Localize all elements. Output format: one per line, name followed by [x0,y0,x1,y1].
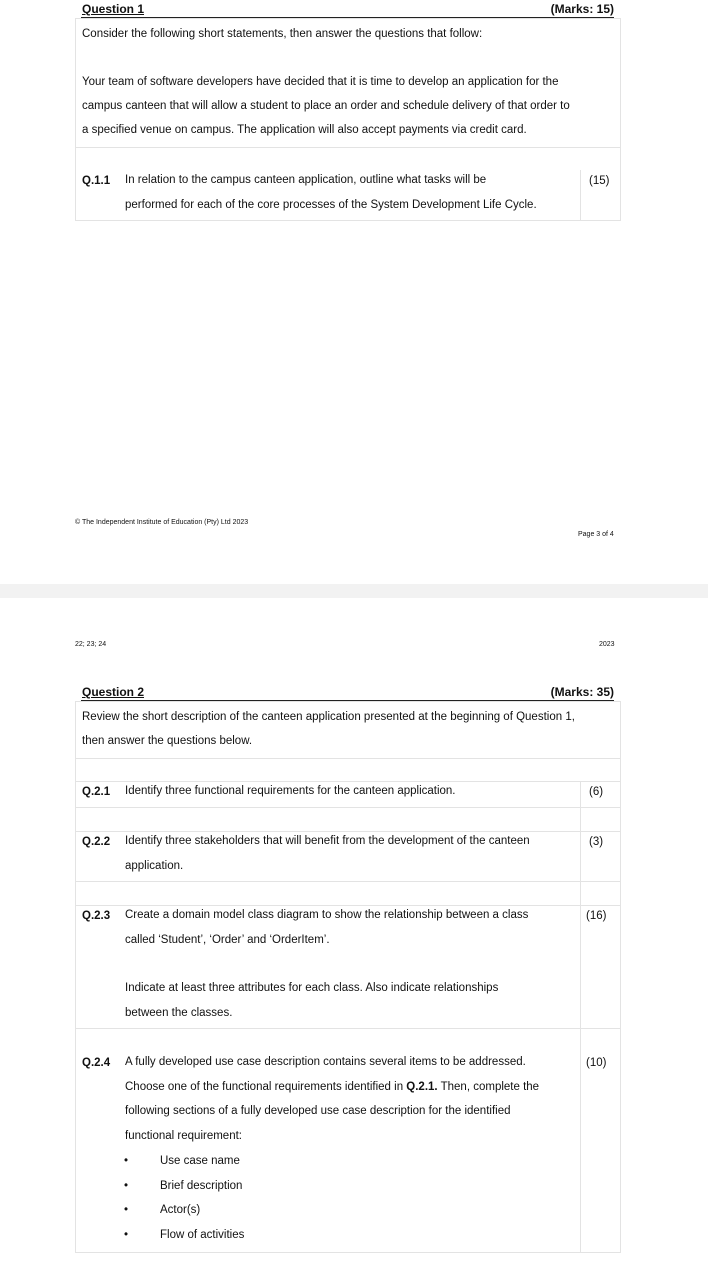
q21-marks: (6) [589,786,604,798]
header-right: 2023 [599,641,615,648]
question-2-header [81,685,614,701]
bullet-icon: • [124,1180,129,1192]
scenario-line-2: campus canteen that will allow a student to place an order and schedule delivery of that order to [82,100,570,112]
question-1-header [81,2,614,18]
q22-line-1: Identify three stakeholders that will benefit from the development of the canteen [125,835,530,847]
q24-ref: Q.2.1. [406,1080,438,1093]
question-2-title: Question 2 [82,685,145,699]
scenario-line-1: Your team of software developers have decided that it is time to develop an application for the [82,76,559,88]
question-1-title: Question 1 [82,2,145,16]
question-1-intro: Consider the following short statements, then answer the questions that follow: [82,28,483,40]
header-left: 22; 23; 24 [75,641,107,648]
q23-marks: (16) [586,910,607,922]
q11-marks: (15) [589,175,610,187]
footer-page-number: Page 3 of 4 [578,531,614,538]
q22-text [125,829,580,878]
q11-line-2: performed for each of the core processes of the System Development Life Cycle. [125,198,537,211]
q24-line-2: Choose one of the functional requirements identified in Q.2.1. Then, complete the [125,1080,540,1093]
q22-marks: (3) [589,836,604,848]
question-2-intro-line-1: Review the short description of the canteen application presented at the beginning of Question 1, [82,711,575,723]
q23-text [125,903,580,1025]
q11-line-1: In relation to the campus canteen application, outline what tasks will be [125,174,487,186]
q11-number: Q.1.1 [82,175,111,187]
q23-line-3: Indicate at least three attributes for each class. Also indicate relationships [125,982,499,994]
question-1-marks: (Marks: 15) [550,2,614,16]
q24-marks: (10) [586,1057,607,1069]
q11-text [125,168,580,217]
q24-bullet-4: Flow of activities [160,1229,245,1241]
page-3 [0,0,708,584]
q22-line-2: application. [125,859,184,872]
q24-text [125,1050,580,1148]
q24-bullet-2: Brief description [160,1180,243,1192]
page-4 [0,598,708,1270]
page-gap [0,584,708,598]
bullet-icon: • [124,1204,129,1216]
q22-number: Q.2.2 [82,836,111,848]
q23-number: Q.2.3 [82,910,111,922]
q24-number: Q.2.4 [82,1057,111,1069]
q23-line-4: between the classes. [125,1006,233,1019]
footer-copyright: © The Independent Institute of Education (Pty) Ltd 2023 [75,519,249,526]
q21-text: Identify three functional requirements for the canteen application. [125,785,456,797]
q23-line-2: called ‘Student’, ‘Order’ and ‘OrderItem’. [125,933,330,946]
q24-line-3: following sections of a fully developed use case description for the identified [125,1105,511,1117]
q23-line-1: Create a domain model class diagram to show the relationship between a class [125,909,529,921]
question-2-marks: (Marks: 35) [550,685,614,699]
scenario-line-3: a specified venue on campus. The application will also accept payments via credit card. [82,124,527,136]
bullet-icon: • [124,1229,129,1241]
q24-line-4: functional requirement: [125,1129,242,1142]
q21-number: Q.2.1 [82,786,111,798]
q24-line-1: A fully developed use case description contains several items to be addressed. [125,1056,526,1068]
bullet-icon: • [124,1155,129,1167]
question-2-intro-line-2: then answer the questions below. [82,735,253,747]
q24-bullet-3: Actor(s) [160,1204,201,1216]
q24-bullet-1: Use case name [160,1155,240,1167]
